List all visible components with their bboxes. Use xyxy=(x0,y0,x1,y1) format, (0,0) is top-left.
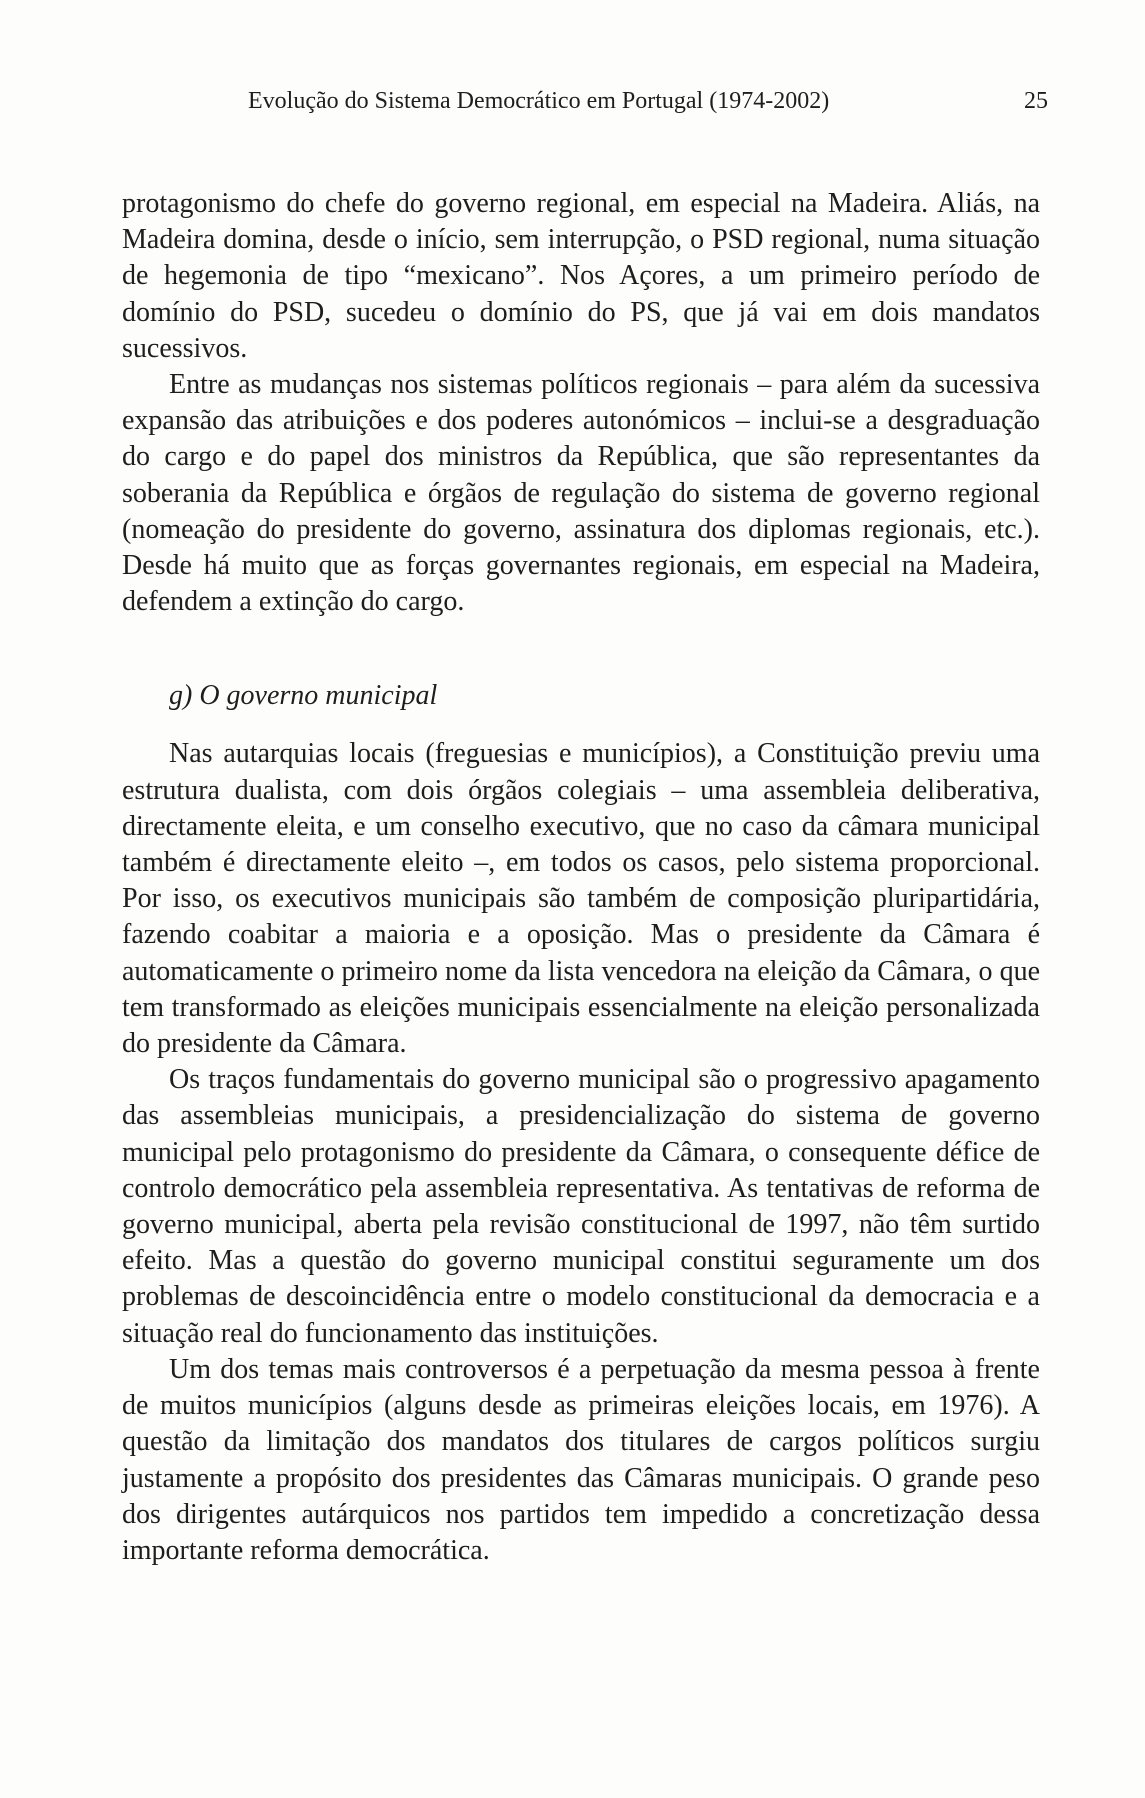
paragraph: Nas autarquias locais (freguesias e municípios), a Constituição previu uma estrutura dualista, com dois órgãos colegiais – uma assembleia deliberativa, directamente eleita, e um conselho executivo, que no caso da câmara municipal também é directamente eleito –, em todos os casos, pelo sistema proporcional. Por isso, os executivos municipais são também de composição pluripartidária, fazendo coabitar a maioria e a oposição. Mas o presidente da Câmara é automaticamente o primeiro nome da lista vencedora na eleição da Câmara, o que tem transformado as eleições municipais essencialmente na eleição personalizada do presidente da Câmara. xyxy=(122,738,1040,1060)
running-title: Evolução do Sistema Democrático em Portugal (1974-2002) xyxy=(248,88,830,114)
page-number: 25 xyxy=(1024,88,1048,114)
paragraph: Entre as mudanças nos sistemas políticos regionais – para além da sucessiva expansão das atribuições e dos poderes autonómicos – inclui-se a desgraduação do cargo e do papel dos ministros da República, que são representantes da soberania da República e órgãos de regulação do sistema de governo regional (nomeação do presidente do governo, assinatura dos diplomas regionais, etc.). Desde há muito que as forças governantes regionais, em especial na Madeira, defendem a extinção do cargo. xyxy=(122,369,1040,618)
main-text xyxy=(122,186,1040,1569)
paragraph: Um dos temas mais controversos é a perpetuação da mesma pessoa à frente de muitos municípios (alguns desde as primeiras eleições locais, em 1976). A questão da limitação dos mandatos dos titulares de cargos políticos surgiu justamente a propósito dos presidentes das Câmaras municipais. O grande peso dos dirigentes autárquicos nos partidos tem impedido a concretização dessa importante reforma democrática. xyxy=(122,1353,1040,1566)
running-header xyxy=(248,86,1048,116)
section-heading: g) O governo municipal xyxy=(169,680,438,712)
paragraph-continued: protagonismo do chefe do governo regional, em especial na Madeira. Aliás, na Madeira domina, desde o início, sem interrupção, o PSD regional, numa situação de hegemonia de tipo “mexicano”. Nos Açores, a um primeiro período de domínio do PSD, sucedeu o domínio do PS, que já vai em dois mandatos sucessivos. xyxy=(122,188,1040,364)
paragraph: Os traços fundamentais do governo municipal são o progressivo apagamento das assembleias municipais, a presidencialização do sistema de governo municipal pelo protagonismo do presidente da Câmara, o consequente défice de controlo democrático pela assembleia representativa. As tentativas de reforma de governo municipal, aberta pela revisão constitucional de 1997, não têm surtido efeito. Mas a questão do governo municipal constitui seguramente um dos problemas de descoincidência entre o modelo constitucional da democracia e a situação real do funcionamento das instituições. xyxy=(122,1064,1040,1349)
